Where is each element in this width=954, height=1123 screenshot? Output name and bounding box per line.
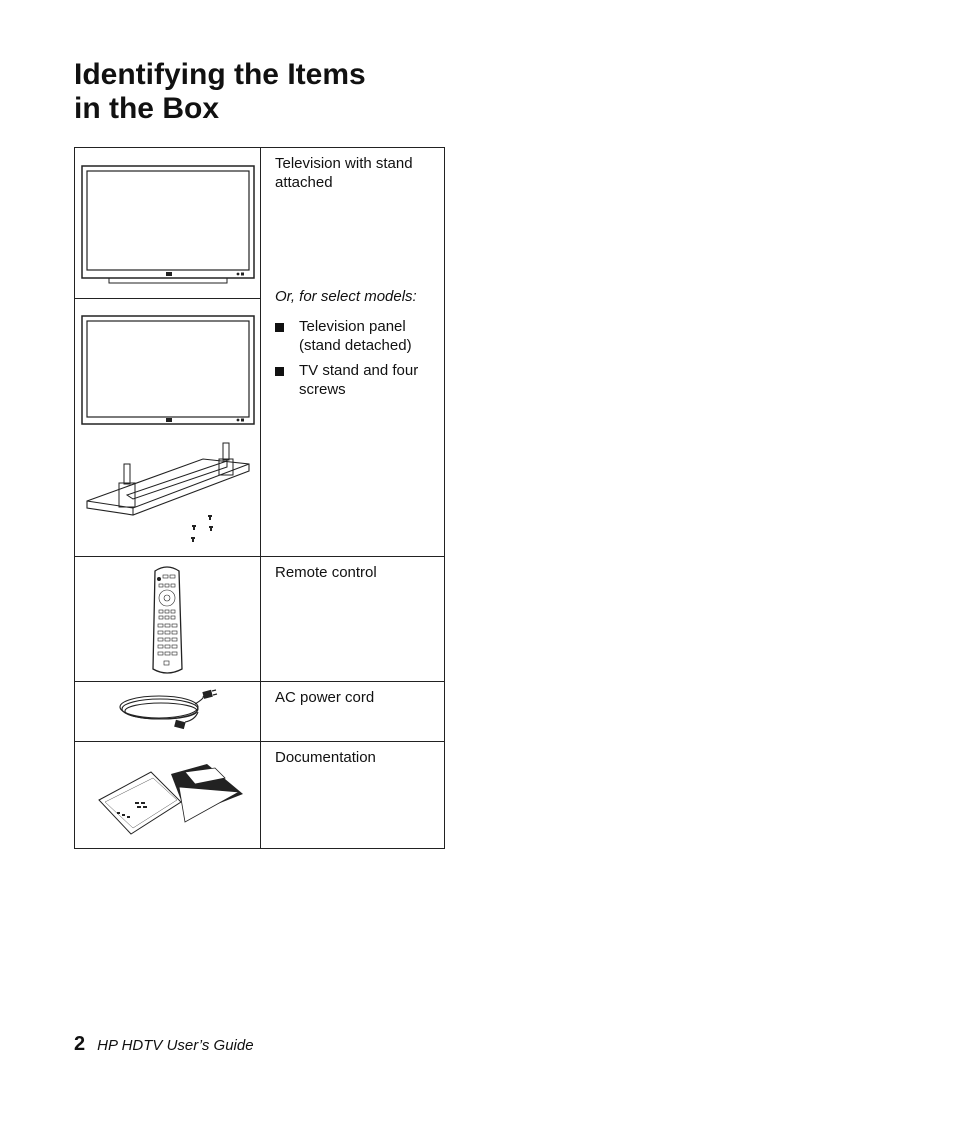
guide-title: HP HDTV User’s Guide	[97, 1037, 254, 1054]
table-row	[75, 148, 445, 299]
alt-items-list	[275, 317, 434, 399]
table-row	[75, 557, 445, 682]
remote-image-cell	[75, 557, 261, 682]
items-table	[74, 147, 445, 849]
tv-panel-and-stand-icon	[75, 299, 260, 556]
power-cord-label: AC power cord	[275, 689, 375, 706]
bullet-icon	[275, 323, 284, 332]
documentation-image-cell	[75, 742, 261, 849]
page-title: Identifying the Items in the Box	[74, 58, 366, 125]
page-number: 2	[74, 1033, 86, 1055]
page-footer	[74, 1033, 254, 1056]
power-cord-icon	[75, 682, 260, 741]
table-row	[75, 682, 445, 742]
documentation-icon	[75, 742, 260, 848]
tv-with-stand-icon	[75, 148, 260, 298]
list-item: TV stand and four screws	[275, 361, 434, 399]
bullet-icon	[275, 367, 284, 376]
remote-control-label: Remote control	[275, 564, 377, 581]
tv-panel-image-cell	[75, 299, 261, 557]
remote-description-cell	[261, 557, 445, 682]
tv-with-stand-image-cell	[75, 148, 261, 299]
list-item: Television panel (stand detached)	[275, 317, 434, 355]
table-row	[75, 742, 445, 849]
remote-control-icon	[75, 557, 260, 681]
tv-description-cell	[261, 148, 445, 557]
documentation-description-cell	[261, 742, 445, 849]
power-cord-image-cell	[75, 682, 261, 742]
documentation-label: Documentation	[275, 749, 376, 766]
tv-with-stand-label: Television with stand attached	[275, 155, 413, 191]
power-cord-description-cell	[261, 682, 445, 742]
select-models-note: Or, for select models:	[275, 288, 417, 305]
